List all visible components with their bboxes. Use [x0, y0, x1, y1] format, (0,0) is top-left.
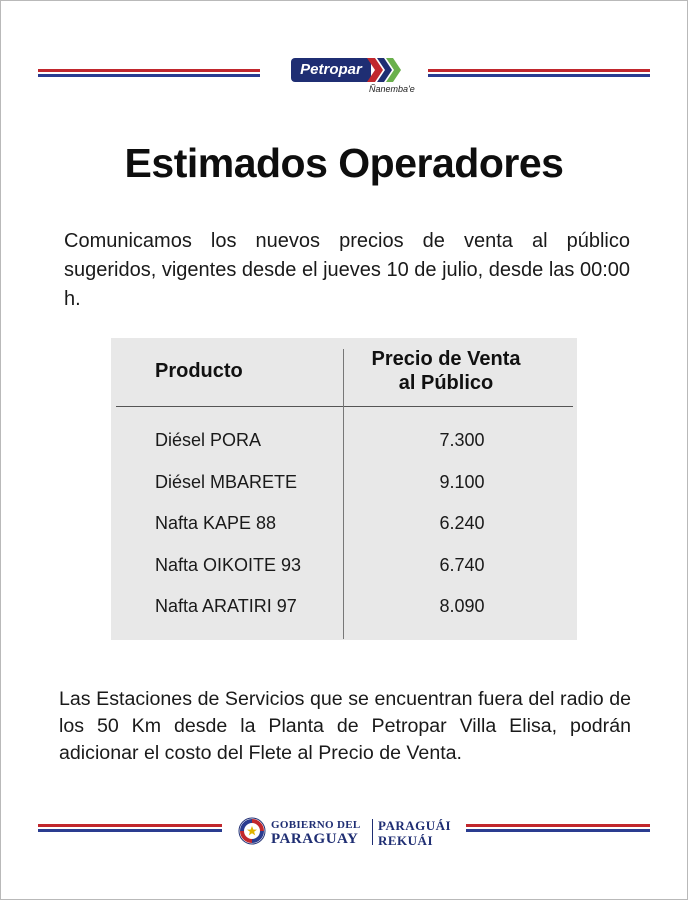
- table-row-price: 6.240: [439, 513, 485, 533]
- national-seal-icon: [238, 817, 266, 845]
- government-wordmark: [271, 818, 360, 846]
- page-title: Estimados Operadores: [124, 140, 564, 186]
- slogan-line2: REKUÁI: [378, 833, 434, 848]
- slogan-line1: PARAGUÁI: [378, 818, 452, 833]
- logo-text: Petropar: [291, 58, 371, 82]
- column-header-price: [347, 347, 545, 395]
- footer-stripes-left: [38, 824, 222, 837]
- table-row-product: Diésel MBARETE: [155, 472, 298, 492]
- footer-logo-divider: [372, 819, 373, 845]
- table-row-price: 8.090: [439, 596, 485, 616]
- government-logo: [238, 813, 458, 849]
- table-row-product: Nafta OIKOITE 93: [155, 555, 302, 575]
- gov-line1: GOBIERNO DEL: [271, 819, 361, 831]
- table-header-divider: [116, 406, 573, 407]
- table-row-product: Nafta ARATIRI 97: [155, 596, 297, 616]
- petropar-logo: [291, 58, 415, 98]
- gov-line2: PARAGUAY: [271, 831, 359, 847]
- chevrons-icon: [367, 58, 403, 82]
- logo-subtitle: Ñanemba'e: [369, 84, 415, 94]
- table-row-price: 9.100: [439, 472, 485, 492]
- intro-paragraph: Comunicamos los nuevos precios de venta al público sugeridos, vigentes desde el jueves 10 de julio, desde las 00:00 h.: [64, 230, 630, 310]
- column-header-product: Producto: [155, 360, 243, 382]
- freight-note: Las Estaciones de Servicios que se encuentran fuera del radio de los 50 Km desde la Planta de Petropar Villa Elisa, podrán adicionar el costo del Flete al Precio de Venta.: [59, 688, 631, 764]
- table-column-divider: [343, 349, 344, 639]
- table-row-product: Diésel PORA: [155, 430, 262, 450]
- table-row-product: Nafta KAPE 88: [155, 513, 277, 533]
- slogan-wordmark: [378, 818, 451, 848]
- header-stripes-left: [38, 69, 260, 82]
- header-stripes-right: [428, 69, 650, 82]
- column-header-price-line1: Precio de Venta: [371, 348, 521, 370]
- table-row-price: 6.740: [439, 555, 485, 575]
- column-header-price-line2: al Público: [398, 372, 494, 394]
- footer-stripes-right: [466, 824, 650, 837]
- table-row-price: 7.300: [439, 430, 485, 450]
